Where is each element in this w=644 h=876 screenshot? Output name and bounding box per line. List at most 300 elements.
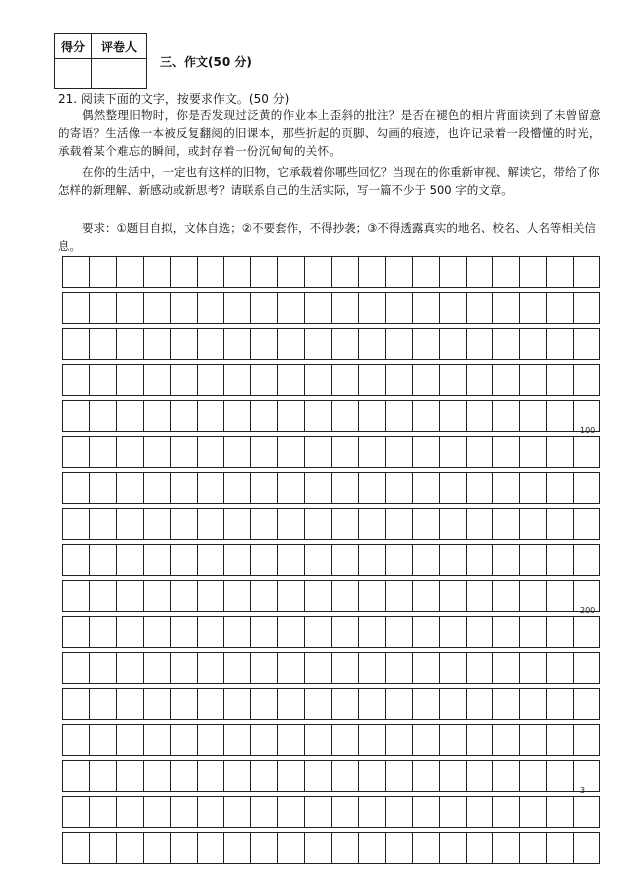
grid-cell[interactable] xyxy=(466,401,493,431)
grid-cell[interactable] xyxy=(358,365,385,395)
grid-cell[interactable] xyxy=(304,761,331,791)
grid-cell[interactable] xyxy=(358,437,385,467)
grid-cell[interactable] xyxy=(466,329,493,359)
grid-cell[interactable] xyxy=(519,473,546,503)
grid-cell[interactable] xyxy=(89,509,116,539)
grid-cell[interactable] xyxy=(197,437,224,467)
score-entry-box[interactable] xyxy=(55,59,92,89)
grid-cell[interactable] xyxy=(170,653,197,683)
grid-cell[interactable] xyxy=(277,437,304,467)
grid-cell[interactable] xyxy=(492,509,519,539)
grid-cell[interactable] xyxy=(519,581,546,611)
grid-cell[interactable] xyxy=(250,797,277,827)
grid-cell[interactable] xyxy=(62,509,89,539)
grid-cell[interactable] xyxy=(439,401,466,431)
grid-cell[interactable] xyxy=(466,617,493,647)
grid-cell[interactable] xyxy=(492,545,519,575)
grid-cell[interactable] xyxy=(277,653,304,683)
grid-cell[interactable] xyxy=(304,437,331,467)
grid-cell[interactable] xyxy=(331,689,358,719)
grid-cell[interactable] xyxy=(62,617,89,647)
grid-cell[interactable] xyxy=(546,365,573,395)
grid-cell[interactable] xyxy=(277,257,304,287)
grid-cell[interactable] xyxy=(331,653,358,683)
grid-cell[interactable] xyxy=(439,833,466,863)
grid-cell[interactable] xyxy=(89,545,116,575)
grid-cell[interactable] xyxy=(223,293,250,323)
grid-cell[interactable] xyxy=(116,761,143,791)
grid-cell[interactable] xyxy=(116,545,143,575)
grid-cell[interactable] xyxy=(170,545,197,575)
grid-cell[interactable] xyxy=(116,725,143,755)
grid-cell[interactable] xyxy=(250,653,277,683)
grid-cell[interactable] xyxy=(519,545,546,575)
grid-cell[interactable] xyxy=(492,473,519,503)
grid-cell[interactable] xyxy=(546,689,573,719)
grid-cell[interactable] xyxy=(331,725,358,755)
grid-cell[interactable] xyxy=(466,581,493,611)
grid-cell[interactable] xyxy=(116,797,143,827)
grid-cell[interactable] xyxy=(62,401,89,431)
grid-cell[interactable] xyxy=(170,293,197,323)
grid-cell[interactable] xyxy=(385,401,412,431)
grid-cell[interactable] xyxy=(277,689,304,719)
grid-cell[interactable] xyxy=(385,581,412,611)
grid-cell[interactable] xyxy=(250,401,277,431)
grid-cell[interactable] xyxy=(143,401,170,431)
grid-cell[interactable] xyxy=(62,689,89,719)
grid-cell[interactable] xyxy=(385,365,412,395)
grid-cell[interactable] xyxy=(331,293,358,323)
grid-cell[interactable] xyxy=(170,725,197,755)
grid-cell[interactable] xyxy=(197,545,224,575)
grid-cell[interactable] xyxy=(331,329,358,359)
grid-cell[interactable] xyxy=(277,473,304,503)
grid-cell[interactable] xyxy=(170,437,197,467)
grid-cell[interactable] xyxy=(546,761,573,791)
grid-cell[interactable] xyxy=(170,509,197,539)
grid-cell[interactable] xyxy=(546,437,573,467)
grid-cell[interactable] xyxy=(223,797,250,827)
grid-cell[interactable] xyxy=(250,581,277,611)
grid-cell[interactable] xyxy=(573,833,600,863)
grid-cell[interactable] xyxy=(385,761,412,791)
grid-cell[interactable] xyxy=(466,761,493,791)
grid-cell[interactable] xyxy=(170,473,197,503)
grid-cell[interactable] xyxy=(492,761,519,791)
grid-cell[interactable] xyxy=(492,365,519,395)
grid-cell[interactable] xyxy=(223,509,250,539)
grid-cell[interactable] xyxy=(277,581,304,611)
grid-cell[interactable] xyxy=(143,365,170,395)
grid-cell[interactable] xyxy=(143,473,170,503)
grid-cell[interactable] xyxy=(89,401,116,431)
grid-cell[interactable] xyxy=(466,509,493,539)
grid-cell[interactable] xyxy=(197,689,224,719)
grid-cell[interactable] xyxy=(466,689,493,719)
grid-cell[interactable] xyxy=(412,437,439,467)
grid-cell[interactable] xyxy=(439,689,466,719)
grid-cell[interactable] xyxy=(62,365,89,395)
grid-cell[interactable] xyxy=(116,329,143,359)
grid-cell[interactable] xyxy=(197,401,224,431)
grid-cell[interactable] xyxy=(492,797,519,827)
grid-cell[interactable] xyxy=(170,617,197,647)
grid-cell[interactable] xyxy=(331,509,358,539)
grid-cell[interactable] xyxy=(89,617,116,647)
grid-cell[interactable] xyxy=(62,257,89,287)
grid-cell[interactable] xyxy=(62,653,89,683)
grid-cell[interactable] xyxy=(331,545,358,575)
grid-cell[interactable] xyxy=(304,653,331,683)
grid-cell[interactable] xyxy=(573,725,600,755)
grid-cell[interactable] xyxy=(197,473,224,503)
grid-cell[interactable] xyxy=(492,617,519,647)
grid-cell[interactable] xyxy=(277,833,304,863)
grid-cell[interactable] xyxy=(573,257,600,287)
grid-cell[interactable] xyxy=(573,653,600,683)
grid-cell[interactable] xyxy=(519,761,546,791)
grid-cell[interactable] xyxy=(358,257,385,287)
grid-cell[interactable] xyxy=(358,509,385,539)
grid-cell[interactable] xyxy=(62,293,89,323)
grid-cell[interactable] xyxy=(412,761,439,791)
grid-cell[interactable] xyxy=(492,689,519,719)
grid-cell[interactable] xyxy=(546,329,573,359)
grid-cell[interactable] xyxy=(492,401,519,431)
grid-cell[interactable] xyxy=(116,365,143,395)
grid-cell[interactable] xyxy=(89,653,116,683)
grid-cell[interactable] xyxy=(197,653,224,683)
grid-cell[interactable] xyxy=(412,689,439,719)
grid-cell[interactable] xyxy=(385,329,412,359)
grid-cell[interactable] xyxy=(89,725,116,755)
grid-cell[interactable] xyxy=(331,761,358,791)
grid-cell[interactable] xyxy=(304,365,331,395)
grid-cell[interactable] xyxy=(546,797,573,827)
grid-cell[interactable] xyxy=(546,401,573,431)
grid-cell[interactable] xyxy=(385,437,412,467)
grid-cell[interactable] xyxy=(116,617,143,647)
grid-cell[interactable] xyxy=(170,365,197,395)
grid-cell[interactable] xyxy=(170,761,197,791)
grid-cell[interactable] xyxy=(439,797,466,827)
grid-cell[interactable] xyxy=(466,725,493,755)
grid-cell[interactable] xyxy=(223,581,250,611)
grid-cell[interactable] xyxy=(170,401,197,431)
grid-cell[interactable] xyxy=(573,365,600,395)
grid-cell[interactable] xyxy=(223,401,250,431)
grid-cell[interactable] xyxy=(277,293,304,323)
grid-cell[interactable] xyxy=(62,725,89,755)
grid-cell[interactable] xyxy=(89,473,116,503)
grid-cell[interactable] xyxy=(412,833,439,863)
grid-cell[interactable] xyxy=(143,761,170,791)
grid-cell[interactable] xyxy=(277,401,304,431)
grid-cell[interactable] xyxy=(466,365,493,395)
grid-cell[interactable] xyxy=(143,545,170,575)
grid-cell[interactable] xyxy=(250,437,277,467)
grid-cell[interactable] xyxy=(223,761,250,791)
grid-cell[interactable] xyxy=(385,689,412,719)
grid-cell[interactable] xyxy=(439,761,466,791)
grid-cell[interactable] xyxy=(412,653,439,683)
grid-cell[interactable] xyxy=(412,545,439,575)
grid-cell[interactable] xyxy=(331,617,358,647)
grid-cell[interactable] xyxy=(143,437,170,467)
grid-cell[interactable] xyxy=(304,329,331,359)
grid-cell[interactable] xyxy=(143,581,170,611)
grid-cell[interactable] xyxy=(304,545,331,575)
grid-cell[interactable] xyxy=(277,797,304,827)
grid-cell[interactable] xyxy=(412,473,439,503)
grid-cell[interactable] xyxy=(519,293,546,323)
grid-cell[interactable] xyxy=(439,437,466,467)
grid-cell[interactable] xyxy=(519,725,546,755)
grid-cell[interactable] xyxy=(89,761,116,791)
grid-cell[interactable] xyxy=(89,293,116,323)
grid-cell[interactable] xyxy=(412,257,439,287)
grid-cell[interactable] xyxy=(143,257,170,287)
grid-cell[interactable] xyxy=(197,329,224,359)
grid-cell[interactable] xyxy=(466,797,493,827)
grid-cell[interactable] xyxy=(116,653,143,683)
grid-cell[interactable] xyxy=(170,329,197,359)
grid-cell[interactable] xyxy=(143,725,170,755)
grid-cell[interactable] xyxy=(519,509,546,539)
grid-cell[interactable] xyxy=(492,581,519,611)
grid-cell[interactable] xyxy=(358,833,385,863)
grid-cell[interactable] xyxy=(385,653,412,683)
grid-cell[interactable] xyxy=(573,761,600,791)
grid-cell[interactable] xyxy=(116,581,143,611)
grid-cell[interactable] xyxy=(385,293,412,323)
grid-cell[interactable] xyxy=(331,581,358,611)
grid-cell[interactable] xyxy=(143,833,170,863)
grid-cell[interactable] xyxy=(519,653,546,683)
grid-cell[interactable] xyxy=(116,293,143,323)
grid-cell[interactable] xyxy=(277,725,304,755)
grid-cell[interactable] xyxy=(546,545,573,575)
grid-cell[interactable] xyxy=(492,725,519,755)
grid-cell[interactable] xyxy=(304,257,331,287)
grid-cell[interactable] xyxy=(250,257,277,287)
grid-cell[interactable] xyxy=(116,689,143,719)
grid-cell[interactable] xyxy=(439,581,466,611)
grid-cell[interactable] xyxy=(197,761,224,791)
grid-cell[interactable] xyxy=(439,257,466,287)
grid-cell[interactable] xyxy=(304,509,331,539)
grid-cell[interactable] xyxy=(385,797,412,827)
grid-cell[interactable] xyxy=(439,653,466,683)
grid-cell[interactable] xyxy=(197,509,224,539)
grid-cell[interactable] xyxy=(439,473,466,503)
grid-cell[interactable] xyxy=(197,581,224,611)
grid-cell[interactable] xyxy=(358,689,385,719)
grid-cell[interactable] xyxy=(277,509,304,539)
grid-cell[interactable] xyxy=(466,473,493,503)
grid-cell[interactable] xyxy=(358,797,385,827)
grid-cell[interactable] xyxy=(466,293,493,323)
grid-cell[interactable] xyxy=(546,653,573,683)
grid-cell[interactable] xyxy=(197,617,224,647)
grid-cell[interactable] xyxy=(143,653,170,683)
grid-cell[interactable] xyxy=(466,653,493,683)
grid-cell[interactable] xyxy=(439,725,466,755)
grid-cell[interactable] xyxy=(116,437,143,467)
grid-cell[interactable] xyxy=(519,797,546,827)
grid-cell[interactable] xyxy=(519,833,546,863)
grid-cell[interactable] xyxy=(62,545,89,575)
grid-cell[interactable] xyxy=(573,437,600,467)
grid-cell[interactable] xyxy=(358,581,385,611)
grid-cell[interactable] xyxy=(143,617,170,647)
grid-cell[interactable] xyxy=(89,797,116,827)
grid-cell[interactable] xyxy=(223,617,250,647)
grid-cell[interactable] xyxy=(116,833,143,863)
grid-cell[interactable] xyxy=(358,545,385,575)
grid-cell[interactable] xyxy=(412,365,439,395)
grid-cell[interactable] xyxy=(412,797,439,827)
grid-cell[interactable] xyxy=(170,689,197,719)
grid-cell[interactable] xyxy=(439,545,466,575)
grid-cell[interactable] xyxy=(519,689,546,719)
grid-cell[interactable] xyxy=(492,653,519,683)
grid-cell[interactable] xyxy=(277,545,304,575)
grid-cell[interactable] xyxy=(519,329,546,359)
grid-cell[interactable] xyxy=(116,473,143,503)
grid-cell[interactable] xyxy=(358,401,385,431)
grid-cell[interactable] xyxy=(89,257,116,287)
grid-cell[interactable] xyxy=(439,617,466,647)
grid-cell[interactable] xyxy=(358,329,385,359)
grid-cell[interactable] xyxy=(492,257,519,287)
grid-cell[interactable] xyxy=(89,833,116,863)
grid-cell[interactable] xyxy=(358,473,385,503)
grid-cell[interactable] xyxy=(197,833,224,863)
grid-cell[interactable] xyxy=(412,401,439,431)
grid-cell[interactable] xyxy=(62,581,89,611)
grid-cell[interactable] xyxy=(223,545,250,575)
grid-cell[interactable] xyxy=(89,437,116,467)
grid-cell[interactable] xyxy=(331,473,358,503)
grid-cell[interactable] xyxy=(277,365,304,395)
grid-cell[interactable] xyxy=(573,509,600,539)
grid-cell[interactable] xyxy=(573,473,600,503)
grid-cell[interactable] xyxy=(304,833,331,863)
grid-cell[interactable] xyxy=(223,653,250,683)
grid-cell[interactable] xyxy=(223,329,250,359)
grid-cell[interactable] xyxy=(573,293,600,323)
grid-cell[interactable] xyxy=(466,437,493,467)
grid-cell[interactable] xyxy=(143,689,170,719)
grid-cell[interactable] xyxy=(170,257,197,287)
grid-cell[interactable] xyxy=(277,761,304,791)
grid-cell[interactable] xyxy=(546,257,573,287)
grid-cell[interactable] xyxy=(385,509,412,539)
grid-cell[interactable] xyxy=(385,725,412,755)
grid-cell[interactable] xyxy=(331,401,358,431)
grid-cell[interactable] xyxy=(412,509,439,539)
grid-cell[interactable] xyxy=(331,797,358,827)
grid-cell[interactable] xyxy=(519,617,546,647)
grid-cell[interactable] xyxy=(143,797,170,827)
grid-cell[interactable] xyxy=(492,437,519,467)
grid-cell[interactable] xyxy=(492,329,519,359)
grid-cell[interactable] xyxy=(89,581,116,611)
grid-cell[interactable] xyxy=(170,833,197,863)
grid-cell[interactable] xyxy=(358,653,385,683)
grid-cell[interactable] xyxy=(331,437,358,467)
grid-cell[interactable] xyxy=(519,401,546,431)
grid-cell[interactable] xyxy=(546,833,573,863)
grid-cell[interactable] xyxy=(546,581,573,611)
grid-cell[interactable] xyxy=(385,617,412,647)
grid-cell[interactable] xyxy=(250,545,277,575)
grid-cell[interactable] xyxy=(143,293,170,323)
grid-cell[interactable] xyxy=(62,473,89,503)
grid-cell[interactable] xyxy=(439,293,466,323)
grid-cell[interactable] xyxy=(250,329,277,359)
grid-cell[interactable] xyxy=(519,437,546,467)
grid-cell[interactable] xyxy=(573,689,600,719)
grid-cell[interactable] xyxy=(304,797,331,827)
grid-cell[interactable] xyxy=(573,617,600,647)
grid-cell[interactable] xyxy=(143,509,170,539)
grid-cell[interactable] xyxy=(492,833,519,863)
grid-cell[interactable] xyxy=(223,725,250,755)
grid-cell[interactable] xyxy=(385,545,412,575)
grid-cell[interactable] xyxy=(62,761,89,791)
grid-cell[interactable] xyxy=(385,473,412,503)
grid-cell[interactable] xyxy=(277,329,304,359)
grid-cell[interactable] xyxy=(412,293,439,323)
grid-cell[interactable] xyxy=(492,293,519,323)
grid-cell[interactable] xyxy=(304,617,331,647)
grid-cell[interactable] xyxy=(197,293,224,323)
grid-cell[interactable] xyxy=(197,365,224,395)
grid-cell[interactable] xyxy=(197,725,224,755)
grid-cell[interactable] xyxy=(304,581,331,611)
grid-cell[interactable] xyxy=(197,797,224,827)
grid-cell[interactable] xyxy=(573,329,600,359)
grid-cell[interactable] xyxy=(412,617,439,647)
grid-cell[interactable] xyxy=(250,509,277,539)
grid-cell[interactable] xyxy=(385,833,412,863)
grid-cell[interactable] xyxy=(546,293,573,323)
grid-cell[interactable] xyxy=(116,257,143,287)
grid-cell[interactable] xyxy=(250,617,277,647)
grid-cell[interactable] xyxy=(62,797,89,827)
grader-entry-box[interactable] xyxy=(92,59,147,89)
grid-cell[interactable] xyxy=(223,437,250,467)
grid-cell[interactable] xyxy=(223,833,250,863)
grid-cell[interactable] xyxy=(412,725,439,755)
grid-cell[interactable] xyxy=(62,329,89,359)
grid-cell[interactable] xyxy=(358,617,385,647)
grid-cell[interactable] xyxy=(223,473,250,503)
grid-cell[interactable] xyxy=(250,833,277,863)
grid-cell[interactable] xyxy=(197,257,224,287)
grid-cell[interactable] xyxy=(304,689,331,719)
grid-cell[interactable] xyxy=(573,797,600,827)
grid-cell[interactable] xyxy=(519,257,546,287)
grid-cell[interactable] xyxy=(546,725,573,755)
grid-cell[interactable] xyxy=(304,725,331,755)
grid-cell[interactable] xyxy=(250,293,277,323)
grid-cell[interactable] xyxy=(89,365,116,395)
grid-cell[interactable] xyxy=(331,365,358,395)
